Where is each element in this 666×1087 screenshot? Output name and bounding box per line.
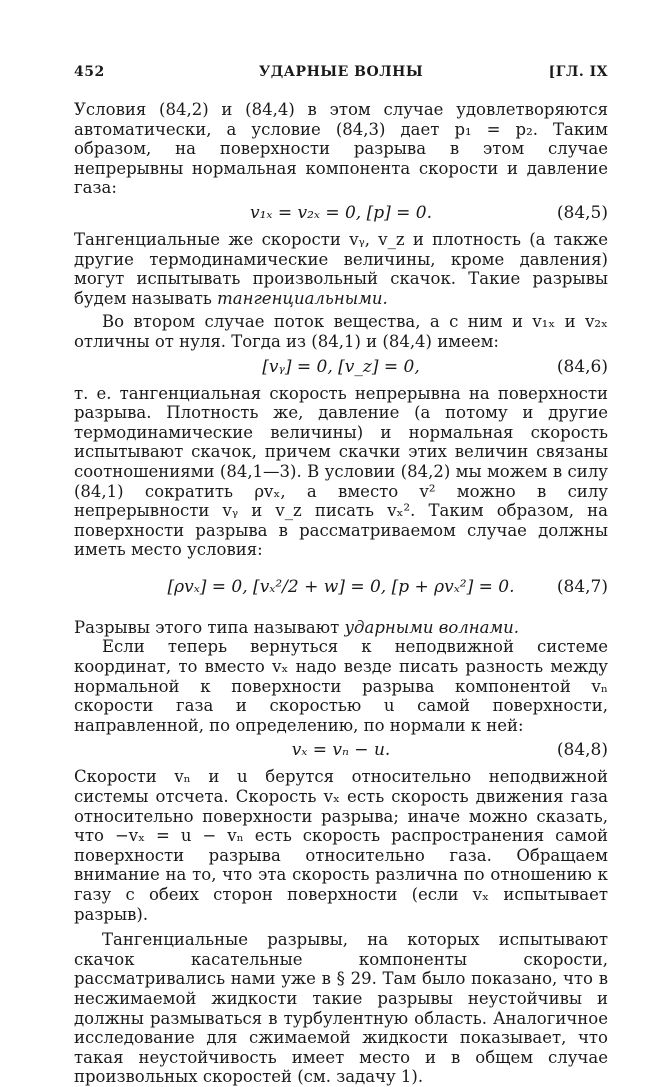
term-shock-waves: ударными волнами. (344, 617, 520, 637)
equation-84-7-number: (84,7) (556, 576, 608, 597)
equation-84-6 (74, 352, 608, 384)
paragraph-1: Условия (84,2) и (84,4) в этом случае удовлетворяются автоматически, а условие (84,3) дает p₁ = p₂. Таким образом, на поверхности разрыва в этом случае непрерывны нормальная компонента скорости и давление газа: (74, 100, 608, 198)
equation-84-5-number: (84,5) (556, 202, 608, 223)
paragraph-6: Если теперь вернуться к неподвижной системе координат, то вместо vₓ надо везде писать разность между нормальной к поверхности разрыва компонентой vₙ скорости газа и скоростью u самой поверхности, направленной, по определению, по нормали к ней: (74, 637, 608, 735)
equation-84-7-body: [ρvₓ] = 0, [vₓ²/2 + w] = 0, [p + ρvₓ²] = 0. (167, 576, 515, 597)
paragraph-7: Скорости vₙ и u берутся относительно неподвижной системы отсчета. Скорость vₓ есть скорость движения газа относительно поверхности разрыва; иначе можно сказать, что −vₓ = u − vₙ есть скорость распространения самой поверхности разрыва относительно газа. Обращаем внимание на то, что эта скорость различна по отношению к газу с обеих сторон поверхности (если vₓ испытывает разрыв). (74, 767, 608, 924)
equation-84-8 (74, 735, 608, 767)
equation-84-6-body: [vᵧ] = 0, [v_z] = 0, (262, 356, 420, 377)
equation-84-6-number: (84,6) (556, 356, 608, 377)
paragraph-2-text: Тангенциальные же скорости vᵧ, v_z и плотность (а также другие термодинамические величины, кроме давления) могут испытывать произвольный скачок. Такие разрывы будем называть (74, 229, 608, 308)
paragraph-2 (74, 230, 608, 308)
term-tangential: тангенциальными. (217, 288, 388, 308)
running-header (74, 64, 608, 88)
equation-84-8-body: vₓ = vₙ − u. (291, 740, 391, 761)
equation-84-7 (74, 560, 608, 618)
equation-84-5-body: v₁ₓ = v₂ₓ = 0, [p] = 0. (249, 202, 433, 223)
page-number: 452 (74, 64, 105, 80)
running-title: УДАРНЫЕ ВОЛНЫ (258, 64, 424, 80)
paragraph-8: Тангенциальные разрывы, на которых испытывают скачок касательные компоненты скорости, рассматривались нами уже в § 29. Там было показано, что в несжимаемой жидкости такие разрывы неустойчивы и должны размываться в турбулентную область. Аналогичное исследование для сжимаемой жидкости показывает, что такая неустойчивость имеет место и в общем случае произвольных скоростей (см. задачу 1). (74, 930, 608, 1087)
body-text (74, 100, 608, 1087)
equation-84-5 (74, 198, 608, 230)
paragraph-3: Во втором случае поток вещества, а с ним и v₁ₓ и v₂ₓ отличны от нуля. Тогда из (84,1) и (84,4) имеем: (74, 312, 608, 351)
paragraph-5 (74, 618, 608, 638)
paragraph-5-text: Разрывы этого типа называют (74, 617, 340, 637)
paragraph-4: т. е. тангенциальная скорость непрерывна на поверхности разрыва. Плотность же, давление (а потому и другие термодинамические величины) и нормальная скорость испытывают скачок, причем скачки этих величин связаны соотношениями (84,1—3). В условии (84,2) мы можем в силу (84,1) сократить ρvₓ, а вместо v² можно в силу непрерывности vᵧ и v_z писать vₓ². Таким образом, на поверхности разрыва в рассматриваемом случае должны иметь место условия: (74, 383, 608, 560)
chapter-label: [ГЛ. IX (548, 64, 608, 80)
equation-84-8-number: (84,8) (556, 740, 608, 761)
